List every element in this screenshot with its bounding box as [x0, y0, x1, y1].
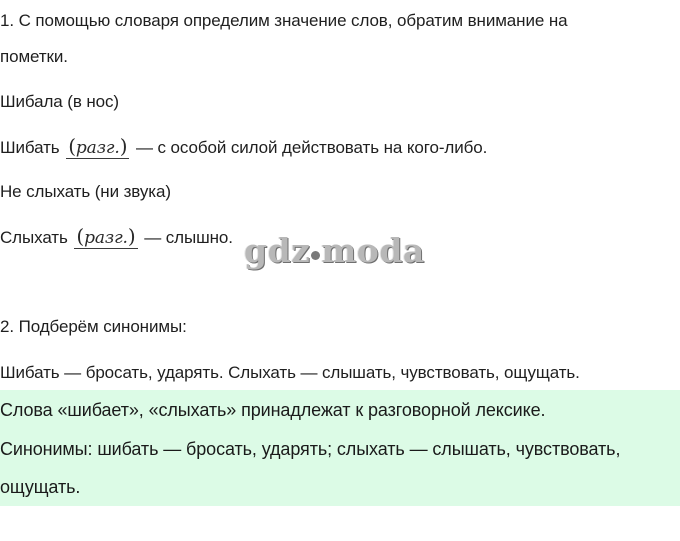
definition-text: — слышно. — [144, 228, 233, 247]
colloquial-mark: (разг.) — [76, 224, 136, 248]
watermark-dot-icon — [311, 251, 320, 260]
definition-text: — с особой силой действовать на кого-либо. — [136, 138, 488, 157]
watermark-logo: gdz moda — [244, 231, 425, 270]
phrase-shibala: Шибала (в нос) — [0, 92, 119, 111]
answer-block — [0, 390, 680, 506]
term-shibat: Шибать — [0, 138, 60, 157]
definition-shibat — [0, 136, 487, 159]
synonyms-list: Шибать — бросать, ударять. Слыхать — слышать, чувствовать, ощущать. — [0, 363, 580, 382]
answer-line-2: Синонимы: шибать — бросать, ударять; слыхать — слышать, чувствовать, — [0, 439, 621, 459]
colloquial-mark: (разг.) — [68, 134, 128, 158]
term-slykhat: Слыхать — [0, 228, 68, 247]
phrase-ne-slykhat: Не слыхать (ни звука) — [0, 182, 171, 201]
task-2-heading: 2. Подберём синонимы: — [0, 317, 187, 336]
answer-line-3: ощущать. — [0, 477, 81, 497]
task-1-intro: 1. С помощью словаря определим значение слов, обратим внимание на — [0, 11, 568, 30]
task-1-intro-continued: пометки. — [0, 47, 68, 66]
definition-slykhat — [0, 226, 233, 249]
answer-line-1: Слова «шибает», «слыхать» принадлежат к разговорной лексике. — [0, 400, 546, 420]
